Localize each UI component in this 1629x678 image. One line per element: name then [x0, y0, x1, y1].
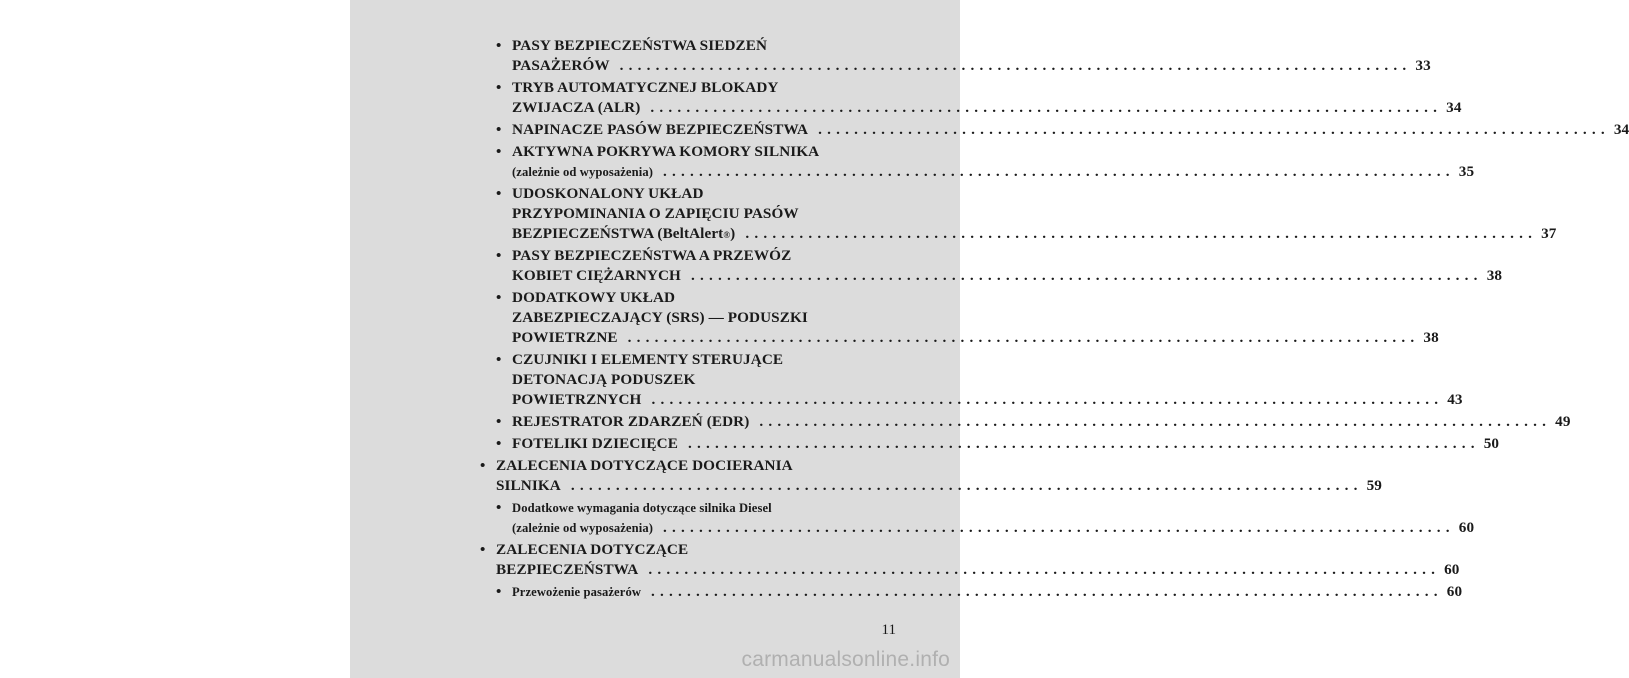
toc-entry-title: AKTYWNA POKRYWA KOMORY SILNIKA: [512, 143, 820, 160]
toc-entry[interactable]: [480, 540, 1460, 580]
toc-entry-page: 50: [1483, 435, 1500, 452]
toc-entry-title: POWIETRZNE: [512, 329, 618, 346]
toc-entry[interactable]: [496, 246, 1503, 286]
bullet: •: [496, 351, 502, 368]
dot-leader: ........................................................................................: [690, 267, 1483, 284]
toc-entry-title: (zależnie od wyposażenia): [512, 165, 654, 179]
dot-leader: ........................................................................................: [619, 57, 1412, 74]
toc-entry-title: ZABEZPIECZAJĄCY (SRS) — PODUSZKI: [512, 309, 808, 326]
dot-leader: ........................................................................................: [627, 329, 1420, 346]
bullet: •: [496, 247, 502, 264]
toc-entry-title: POWIETRZNYCH: [512, 391, 642, 408]
toc-entry-title: CZUJNIKI I ELEMENTY STERUJĄCE: [512, 351, 784, 368]
toc-entry[interactable]: • UDOSKONALONY UKŁAD PRZYPOMINANIA O ZAPIĘCIU PASÓW BEZPIECZEŃSTWA (BeltAlert ® ) ........................................................................................ 37: [496, 185, 1557, 242]
toc-entry[interactable]: [496, 36, 1431, 76]
toc-entry[interactable]: [496, 498, 1475, 538]
toc-entry[interactable]: [496, 120, 1629, 140]
toc-entry-title: PASAŻERÓW: [512, 57, 610, 74]
dot-leader: ........................................................................................: [663, 519, 1455, 536]
bullet: •: [496, 185, 502, 202]
bullet: •: [496, 289, 502, 306]
bullet: •: [480, 541, 486, 558]
toc-entry-page: 59: [1366, 477, 1382, 494]
bullet: •: [496, 413, 502, 430]
toc-entry-title: ZWIJACZA (ALR): [512, 99, 641, 116]
bullet: •: [496, 435, 502, 452]
dot-leader: ........................................................................................: [818, 121, 1610, 138]
toc-entry[interactable]: [496, 582, 1463, 602]
toc-entry[interactable]: [496, 142, 1475, 182]
toc-entry[interactable]: [496, 350, 1463, 410]
toc-entry-title: BEZPIECZEŃSTWA (BeltAlert: [512, 225, 724, 242]
manual-page: [350, 0, 1629, 678]
toc-entry[interactable]: [496, 288, 1439, 348]
toc-entry[interactable]: [496, 412, 1571, 432]
toc-entry-title: (zależnie od wyposażenia): [512, 521, 654, 535]
bullet: •: [496, 499, 502, 516]
toc-entry-page: 60: [1444, 561, 1460, 578]
toc-entry-title: BEZPIECZEŃSTWA: [496, 561, 639, 578]
toc-entry-page: 43: [1447, 391, 1463, 408]
toc-entry[interactable]: [496, 434, 1500, 454]
toc-entry-page: 49: [1555, 413, 1571, 430]
toc-entry[interactable]: [480, 456, 1382, 496]
toc-entry-title: KOBIET CIĘŻARNYCH: [512, 267, 681, 284]
toc-entry-title: DODATKOWY UKŁAD: [512, 289, 676, 306]
bullet: •: [496, 121, 502, 138]
toc-entry-title: UDOSKONALONY UKŁAD: [512, 185, 704, 202]
dot-leader: ........................................................................................: [651, 583, 1443, 600]
dot-leader: ........................................................................................: [650, 99, 1443, 116]
toc-entry-page: 34: [1613, 121, 1629, 138]
toc-entry-page: 38: [1423, 329, 1439, 346]
toc-entry-page: 38: [1486, 267, 1503, 284]
dot-leader: ........................................................................................: [648, 561, 1441, 578]
dot-leader: ........................................................................................: [651, 391, 1444, 408]
toc-entry-title: PRZYPOMINANIA O ZAPIĘCIU PASÓW: [512, 205, 799, 222]
toc-entry-page: 35: [1458, 163, 1475, 180]
page-number: 11: [881, 622, 896, 638]
toc-entry-title: DETONACJĄ PODUSZEK: [512, 371, 696, 388]
dot-leader: ........................................................................................: [663, 163, 1455, 180]
bullet: •: [496, 79, 502, 96]
toc-entry-title: SILNIKA: [496, 477, 561, 494]
toc-entry-page: 60: [1458, 519, 1475, 536]
toc-entry-page: 60: [1446, 583, 1463, 600]
toc-entry-title: REJESTRATOR ZDARZEŃ (EDR): [512, 413, 750, 430]
toc-entry-page: 37: [1541, 225, 1557, 242]
toc-entry-title: ): [730, 225, 736, 242]
toc-entry-page: 33: [1415, 57, 1431, 74]
dot-leader: ........................................................................................: [687, 435, 1480, 452]
toc-entry-title: FOTELIKI DZIECIĘCE: [512, 435, 678, 452]
dot-leader: ........................................................................................: [745, 225, 1538, 242]
toc-entry-title: NAPINACZE PASÓW BEZPIECZEŃSTWA: [512, 121, 809, 138]
toc-entry[interactable]: [496, 78, 1462, 118]
toc-entry-title: Przewożenie pasażerów: [512, 585, 642, 599]
toc-entry-title: ZALECENIA DOTYCZĄCE: [496, 541, 689, 558]
bullet: •: [496, 143, 502, 160]
toc-entry-title: Dodatkowe wymagania dotyczące silnika Diesel: [512, 501, 772, 515]
bullet: •: [480, 457, 486, 474]
toc-entry-title: ZALECENIA DOTYCZĄCE DOCIERANIA: [496, 457, 793, 474]
toc-entry-page: 34: [1446, 99, 1462, 116]
toc-entry-title: TRYB AUTOMATYCZNEJ BLOKADY: [512, 79, 779, 96]
dot-leader: ........................................................................................: [759, 413, 1552, 430]
toc-entry-title: PASY BEZPIECZEŃSTWA SIEDZEŃ: [512, 37, 768, 54]
toc-entry-title: PASY BEZPIECZEŃSTWA A PRZEWÓZ: [512, 247, 792, 264]
watermark: carmanualsonline.info: [741, 648, 950, 671]
bullet: •: [496, 583, 502, 600]
table-of-contents: [350, 0, 1629, 678]
bullet: •: [496, 37, 502, 54]
dot-leader: ........................................................................................: [570, 477, 1363, 494]
